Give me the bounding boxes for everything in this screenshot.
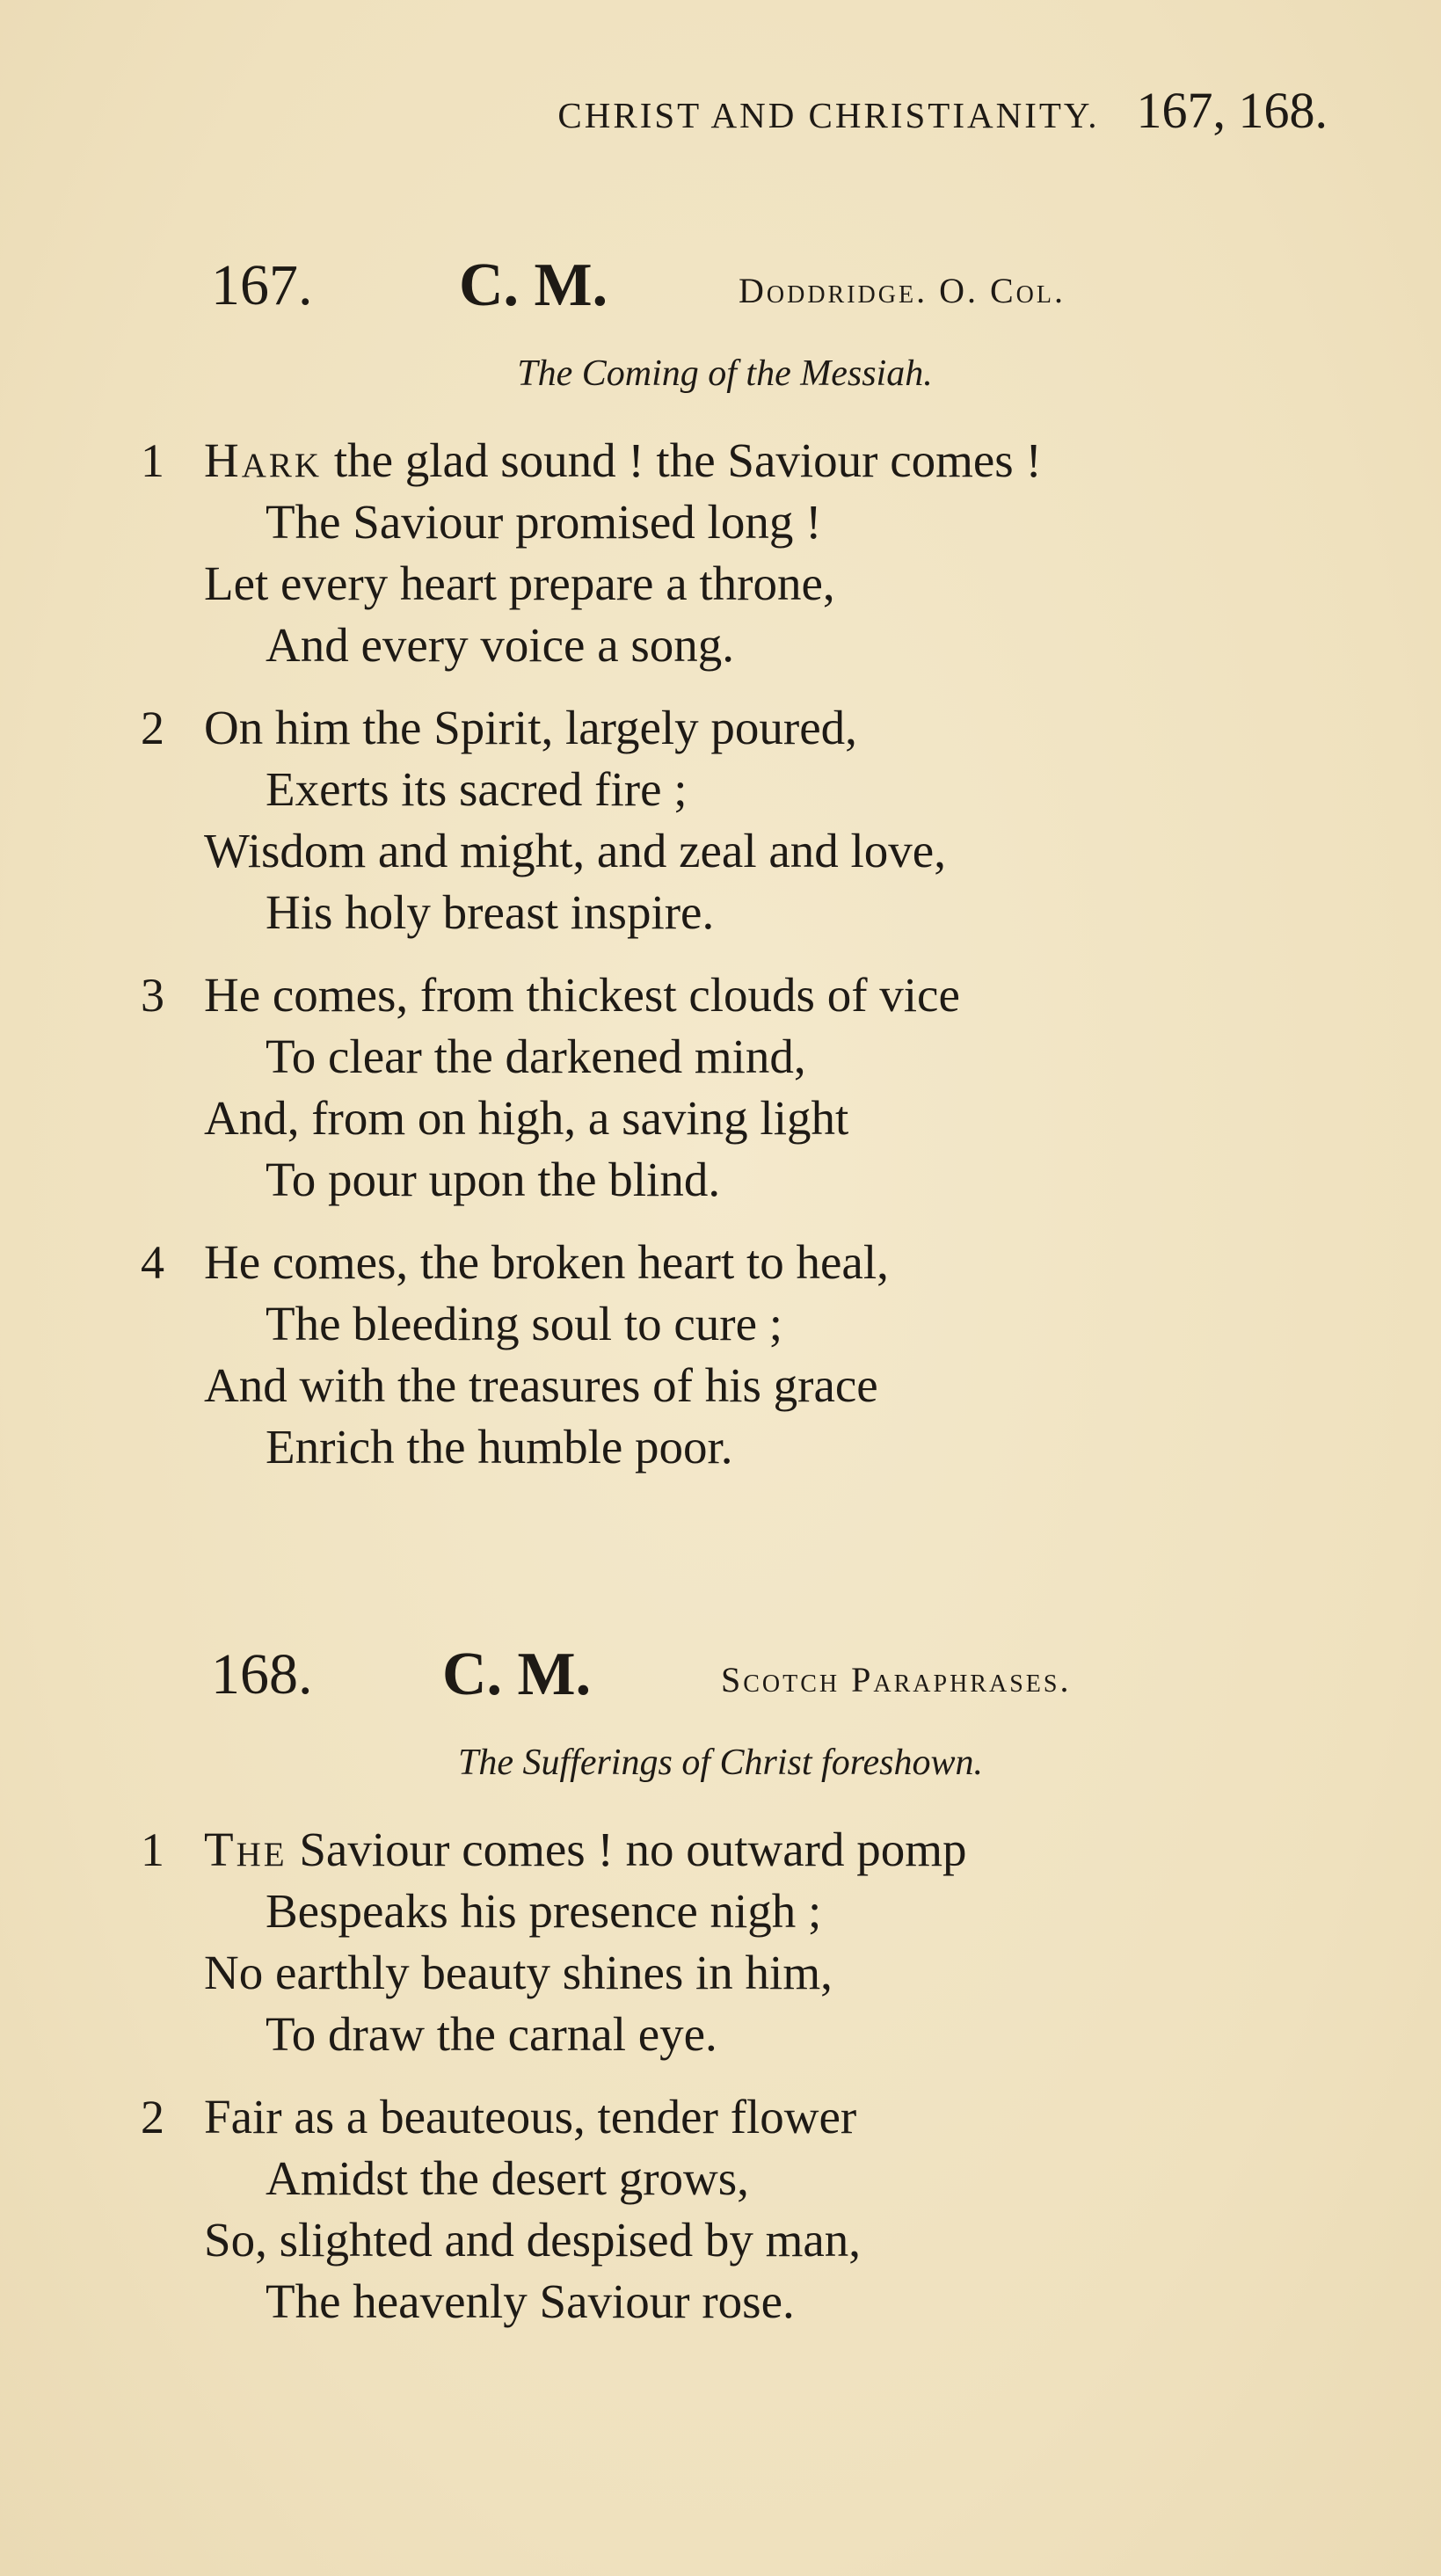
- running-head-title: CHRIST AND CHRISTIANITY.: [557, 95, 1100, 135]
- verse: [0, 2086, 1441, 2332]
- page-numbers: 167, 168.: [1136, 82, 1328, 139]
- verse-line: To pour upon the blind.: [266, 1153, 721, 1206]
- verse-line: The Saviour promised long !: [266, 495, 822, 549]
- hymn-number: 167.: [211, 253, 313, 317]
- verse-first-word: Hark: [204, 433, 323, 487]
- verse-number: 2: [141, 702, 164, 754]
- hymn-168: [0, 1640, 1441, 2354]
- verse-line: Wisdom and might, and zeal and love,: [204, 824, 946, 877]
- verse-line: The bleeding soul to cure ;: [266, 1297, 783, 1350]
- verse-list: [0, 1819, 1441, 2332]
- hymn-meter: C. M.: [442, 1641, 592, 1708]
- verse-line: To draw the carnal eye.: [266, 2007, 717, 2061]
- hymn-number: 168.: [211, 1642, 313, 1706]
- verse-line: Fair as a beauteous, tender flower: [204, 2090, 857, 2143]
- verse-line: And every voice a song.: [266, 618, 735, 672]
- hymn-subtitle: The Sufferings of Christ foreshown.: [457, 1743, 983, 1783]
- verse-line-text: the glad sound ! the Saviour comes !: [322, 433, 1042, 487]
- verse-line: No earthly beauty shines in him,: [204, 1946, 833, 1999]
- verse-line: So, slighted and despised by man,: [204, 2213, 862, 2267]
- verse: [0, 430, 1441, 676]
- verse-number: 1: [141, 434, 164, 487]
- verse-number: 1: [141, 1823, 164, 1876]
- verse-line: And with the treasures of his grace: [204, 1358, 878, 1412]
- verse-line: Exerts its sacred fire ;: [266, 762, 688, 816]
- hymn-heading: [0, 251, 1441, 321]
- verse-line: He comes, from thickest clouds of vice: [204, 968, 960, 1022]
- verse-line: The heavenly Saviour rose.: [266, 2274, 795, 2328]
- verse: [0, 1819, 1441, 2065]
- verse-line: And, from on high, a saving light: [204, 1091, 849, 1145]
- verse-line: He comes, the broken heart to heal,: [204, 1235, 889, 1289]
- verse: [0, 697, 1441, 943]
- verse-number: 3: [141, 969, 164, 1022]
- hymn-author: Scotch Paraphrases.: [721, 1660, 1072, 1699]
- hymn-subtitle: The Coming of the Messiah.: [517, 353, 933, 394]
- verse-line: To clear the darkened mind,: [266, 1030, 806, 1083]
- hymn-meter: C. M.: [459, 251, 608, 319]
- verse-line: Bespeaks his presence nigh ;: [266, 1884, 822, 1938]
- running-head: [0, 81, 1328, 140]
- verse-line: Let every heart prepare a throne,: [204, 557, 835, 610]
- hymn-author: Doddridge. O. Col.: [739, 271, 1066, 310]
- verse-line: His holy breast inspire.: [266, 885, 715, 939]
- verse-line: [0, 430, 1441, 491]
- verse-first-word: The: [204, 1823, 287, 1876]
- verse-line-text: Saviour comes ! no outward pomp: [287, 1823, 967, 1876]
- verse-line: [0, 1819, 1441, 1881]
- hymn-heading: [0, 1640, 1441, 1710]
- hymn-167: [0, 251, 1441, 1499]
- verse-list: [0, 430, 1441, 1478]
- verse-line: On him the Spirit, largely poured,: [204, 701, 857, 754]
- verse-number: 2: [141, 2091, 164, 2143]
- verse-number: 4: [141, 1236, 164, 1289]
- verse: [0, 1232, 1441, 1478]
- verse: [0, 964, 1441, 1211]
- verse-line: Enrich the humble poor.: [266, 1420, 733, 1474]
- verse-line: Amidst the desert grows,: [266, 2151, 749, 2205]
